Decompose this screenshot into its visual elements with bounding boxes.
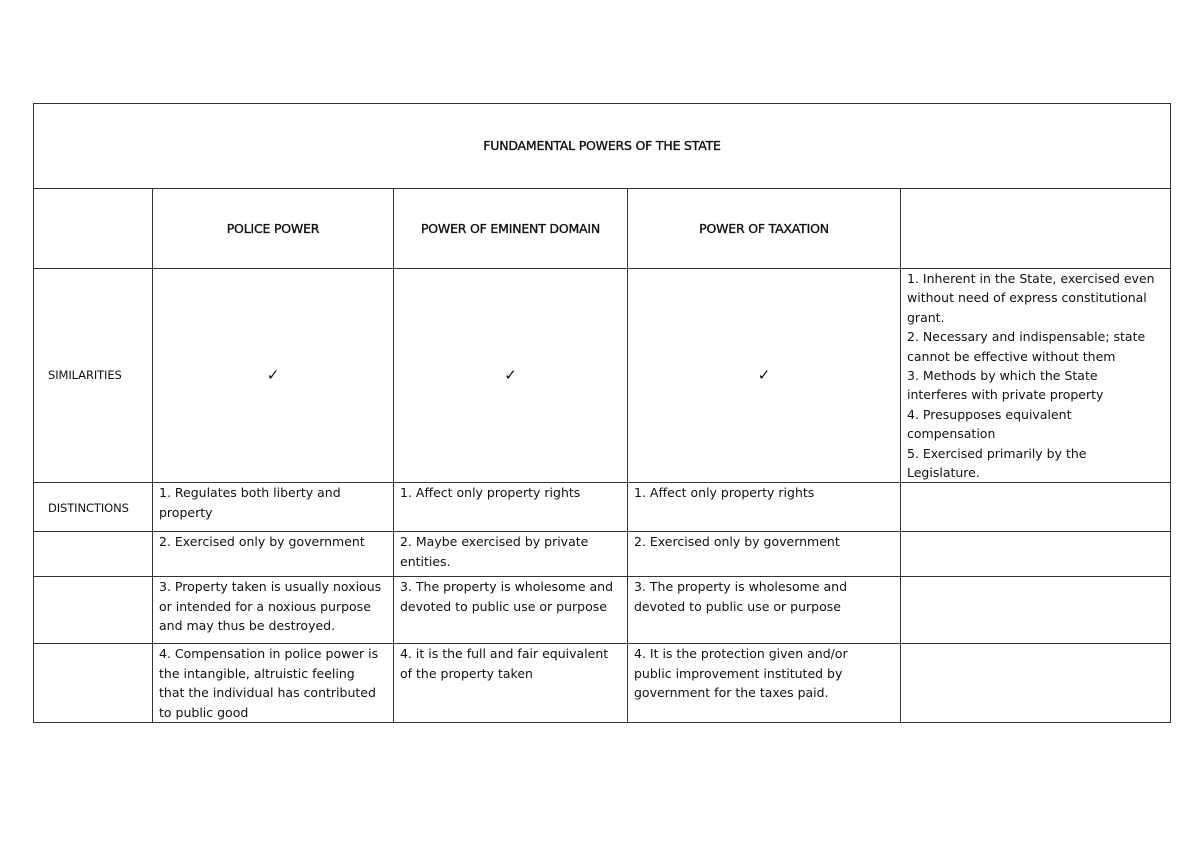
cell-line: property	[159, 504, 213, 520]
similarity-line: 5. Exercised primarily by the	[907, 445, 1087, 461]
similarity-line: 4. Presupposes equivalent	[907, 406, 1072, 422]
distinction-row-3	[34, 577, 1171, 644]
similarity-line: without need of express constitutional	[907, 290, 1147, 306]
cell-line: and may thus be destroyed.	[159, 618, 336, 634]
distinction-eminent-2	[394, 532, 628, 577]
title-row	[34, 104, 1171, 189]
cell-line: 1. Affect only property rights	[400, 485, 581, 501]
header-police-power: POLICE POWER	[153, 189, 394, 269]
cell-line: 3. The property is wholesome and	[400, 579, 614, 595]
table-title: FUNDAMENTAL POWERS OF THE STATE	[34, 104, 1171, 189]
header-notes-cell	[901, 189, 1171, 269]
header-blank-cell	[34, 189, 153, 269]
similarities-notes	[901, 269, 1171, 483]
cell-line: or intended for a noxious purpose	[159, 598, 371, 614]
empty-cell	[901, 483, 1171, 532]
similarities-row	[34, 269, 1171, 483]
distinction-taxation-4	[628, 644, 901, 723]
distinction-eminent-3	[394, 577, 628, 644]
similarity-line: Legislature.	[907, 465, 980, 481]
empty-cell	[901, 644, 1171, 723]
cell-line: 2. Maybe exercised by private	[400, 534, 589, 550]
distinctions-label: DISTINCTIONS	[34, 483, 153, 532]
similarity-line: 3. Methods by which the State	[907, 368, 1098, 384]
check-icon: ✓	[628, 269, 901, 483]
cell-line: of the property taken	[400, 665, 533, 681]
cell-line: 3. Property taken is usually noxious	[159, 579, 382, 595]
distinction-taxation-1	[628, 483, 901, 532]
cell-line: 1. Affect only property rights	[634, 485, 815, 501]
similarity-line: 2. Necessary and indispensable; state	[907, 329, 1146, 345]
empty-cell	[34, 644, 153, 723]
empty-cell	[901, 577, 1171, 644]
empty-cell	[34, 577, 153, 644]
distinction-police-1	[153, 483, 394, 532]
distinction-row-2	[34, 532, 1171, 577]
similarity-line: compensation	[907, 426, 996, 442]
distinction-taxation-3	[628, 577, 901, 644]
header-row	[34, 189, 1171, 269]
distinction-eminent-4	[394, 644, 628, 723]
distinction-row-4	[34, 644, 1171, 723]
cell-line: 3. The property is wholesome and	[634, 579, 848, 595]
check-icon: ✓	[394, 269, 628, 483]
cell-line: public improvement instituted by	[634, 665, 843, 681]
cell-line: that the individual has contributed	[159, 685, 376, 701]
cell-line: 4. it is the full and fair equivalent	[400, 646, 609, 662]
cell-line: devoted to public use or purpose	[400, 598, 607, 614]
cell-line: 1. Regulates both liberty and	[159, 485, 341, 501]
empty-cell	[34, 532, 153, 577]
empty-cell	[901, 532, 1171, 577]
distinction-eminent-1	[394, 483, 628, 532]
similarity-line: grant.	[907, 309, 945, 325]
distinction-police-4	[153, 644, 394, 723]
distinction-taxation-2	[628, 532, 901, 577]
distinction-police-2	[153, 532, 394, 577]
cell-line: government for the taxes paid.	[634, 685, 829, 701]
similarity-line: interferes with private property	[907, 387, 1104, 403]
cell-line: 2. Exercised only by government	[634, 534, 840, 550]
cell-line: devoted to public use or purpose	[634, 598, 841, 614]
cell-line: entities.	[400, 553, 451, 569]
cell-line: 4. It is the protection given and/or	[634, 646, 848, 662]
powers-table	[33, 103, 1171, 723]
check-icon: ✓	[153, 269, 394, 483]
header-eminent-domain: POWER OF EMINENT DOMAIN	[394, 189, 628, 269]
cell-line: 2. Exercised only by government	[159, 534, 365, 550]
cell-line: 4. Compensation in police power is	[159, 646, 379, 662]
similarities-label: SIMILARITIES	[34, 269, 153, 483]
distinction-row-1	[34, 483, 1171, 532]
distinction-police-3	[153, 577, 394, 644]
similarity-line: 1. Inherent in the State, exercised even	[907, 271, 1155, 286]
cell-line: the intangible, altruistic feeling	[159, 665, 355, 681]
header-taxation: POWER OF TAXATION	[628, 189, 901, 269]
cell-line: to public good	[159, 704, 249, 720]
similarity-line: cannot be effective without them	[907, 348, 1116, 364]
